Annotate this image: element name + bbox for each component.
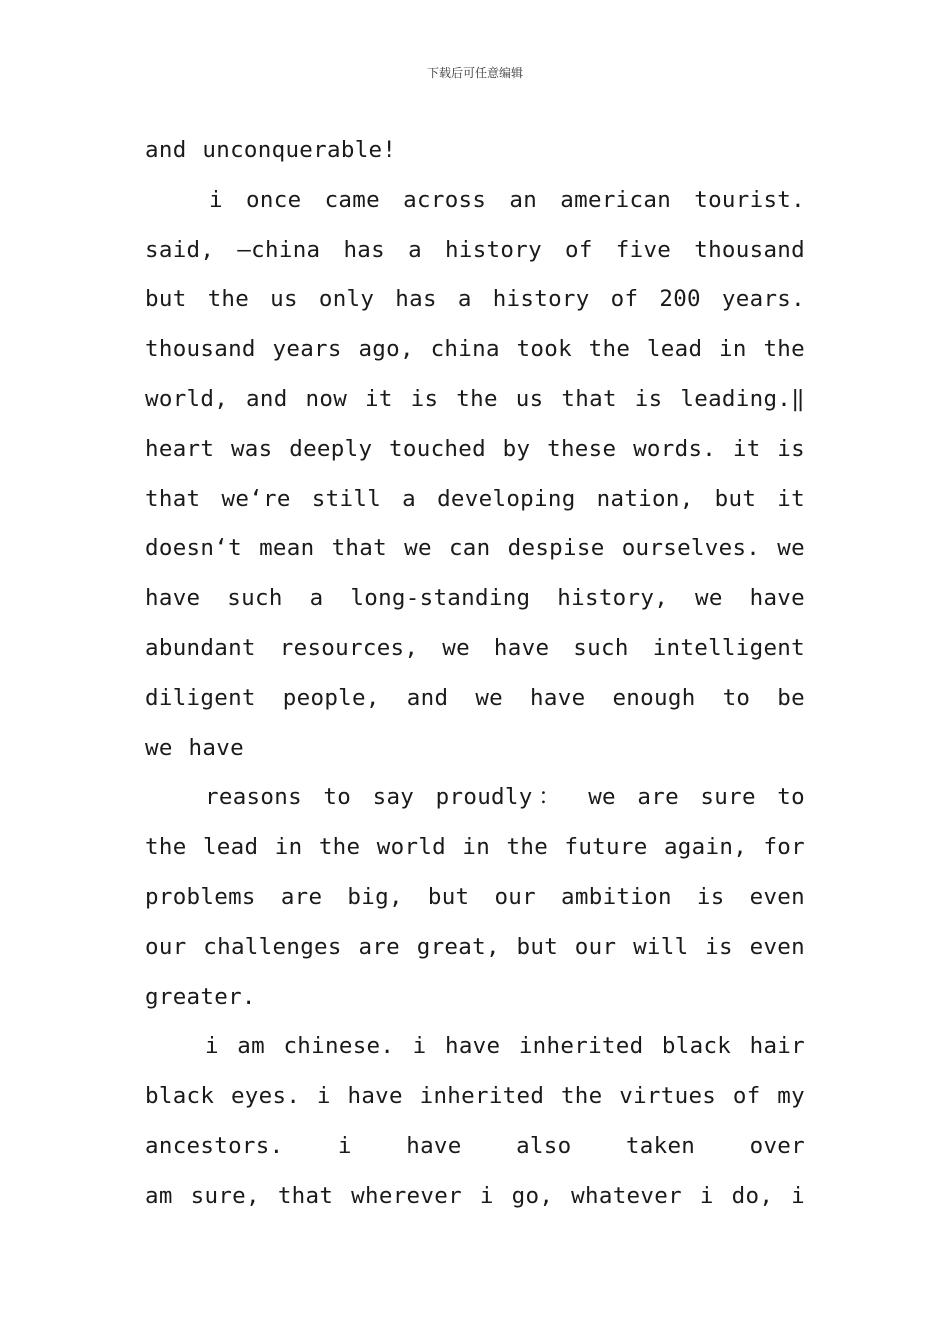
- document-body: [145, 126, 805, 1222]
- text-line: said, —china has a history of five thousand: [145, 236, 805, 263]
- text-line: our challenges are great, but our will is even: [145, 933, 805, 960]
- text-line: we have: [145, 734, 244, 761]
- text-line: reasons to say proudly： we are sure to: [205, 784, 805, 811]
- page-header: 下载后可任意编辑: [426, 66, 523, 80]
- text-line: but the us only has a history of 200 years.: [145, 286, 805, 313]
- text-line: i once came across an american tourist.: [209, 186, 805, 213]
- text-line: diligent people, and we have enough to be: [145, 684, 805, 711]
- text-line: ancestors. i have also taken over: [145, 1132, 805, 1159]
- text-line: greater.: [145, 983, 256, 1010]
- text-line: black eyes. i have inherited the virtues of my: [145, 1083, 805, 1110]
- text-line: problems are big, but our ambition is even: [145, 883, 805, 910]
- text-line: doesn‘t mean that we can despise ourselves. we: [145, 535, 805, 562]
- text-line: that we‘re still a developing nation, but it: [145, 485, 805, 512]
- text-line: am sure, that wherever i go, whatever i do, i: [145, 1182, 805, 1209]
- text-line: abundant resources, we have such intelligent: [145, 634, 805, 661]
- text-line: i am chinese. i have inherited black hair: [205, 1033, 805, 1060]
- text-line: and unconquerable!: [145, 137, 397, 163]
- text-line: world, and now it is the us that is leading.‖: [145, 385, 805, 412]
- text-line: have such a long-standing history, we have: [145, 585, 805, 612]
- text-line: thousand years ago, china took the lead in the: [145, 336, 805, 363]
- text-line: heart was deeply touched by these words. it is: [145, 435, 805, 462]
- text-line: the lead in the world in the future again, for: [145, 834, 805, 861]
